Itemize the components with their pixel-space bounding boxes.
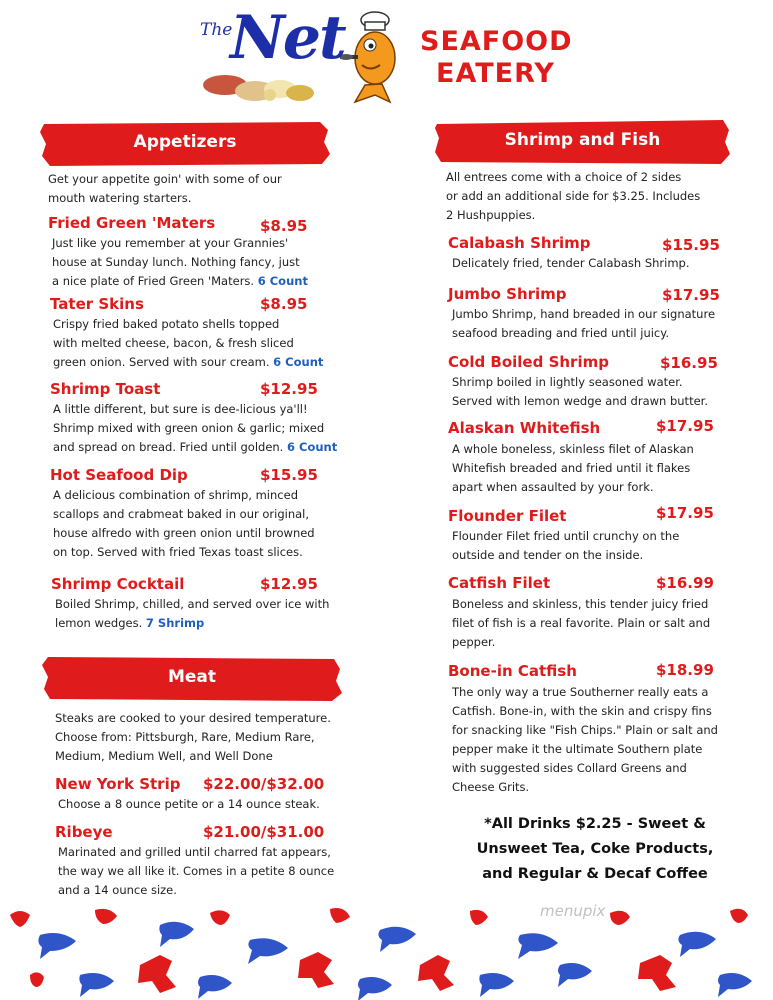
- item-description: [53, 486, 363, 562]
- item-price: $15.95: [662, 236, 720, 254]
- desc-line: Served with lemon wedge and drawn butter.: [452, 394, 708, 408]
- desc-line: The only way a true Southerner really eats a: [452, 685, 709, 699]
- item-price: $16.95: [660, 354, 718, 372]
- intro-line: Steaks are cooked to your desired temperature.: [55, 711, 331, 725]
- item-count: 7 Shrimp: [145, 616, 205, 630]
- item-description: [452, 683, 767, 797]
- drinks-note: [445, 812, 745, 887]
- intro-line: Get your appetite goin' with some of our: [48, 172, 282, 186]
- desc-line: seafood breading and fried until juicy.: [452, 326, 670, 340]
- desc-line: and spread on bread. Fried until golden.: [53, 440, 284, 454]
- desc-line: A little different, but sure is dee-licious ya'll!: [53, 402, 308, 416]
- item-description: [452, 527, 767, 565]
- item-description: [452, 305, 767, 343]
- intro-line: mouth watering starters.: [48, 191, 192, 205]
- desc-line: A delicious combination of shrimp, minced: [53, 488, 298, 502]
- desc-line: Just like you remember at your Grannies': [52, 236, 289, 250]
- intro-line: 2 Hushpuppies.: [446, 208, 536, 222]
- appetizers-banner: [40, 120, 330, 166]
- shrimp-fish-title: Shrimp and Fish: [504, 130, 661, 150]
- item-price: $18.99: [656, 661, 714, 679]
- desc-line: Marinated and grilled until charred fat appears,: [58, 845, 331, 859]
- item-name: Flounder Filet: [448, 507, 567, 525]
- item-name: Jumbo Shrimp: [448, 285, 567, 303]
- restaurant-title: [420, 26, 573, 90]
- item-description: [452, 440, 767, 497]
- item-name: Hot Seafood Dip: [50, 466, 188, 484]
- desc-line: Boiled Shrimp, chilled, and served over ice with: [55, 597, 330, 611]
- desc-line: green onion. Served with sour cream.: [53, 355, 270, 369]
- desc-line: and a 14 ounce size.: [58, 883, 177, 897]
- drinks-line: and Regular & Decaf Coffee: [482, 866, 708, 882]
- desc-line: pepper make it the ultimate Southern plate: [452, 742, 703, 756]
- desc-line: for snacking like "Fish Chips." Plain or salt and: [452, 723, 718, 737]
- item-price: $8.95: [260, 295, 308, 313]
- desc-line: lemon wedges.: [55, 616, 143, 630]
- logo: [195, 5, 425, 110]
- item-price: $17.95: [662, 286, 720, 304]
- logo-net-text: Net: [230, 3, 345, 73]
- item-description: [452, 254, 767, 273]
- desc-line: Choose a 8 ounce petite or a 14 ounce steak.: [58, 797, 320, 811]
- item-description: [53, 400, 373, 457]
- desc-line: Flounder Filet fried until crunchy on the: [452, 529, 680, 543]
- shrimp-fish-banner: [435, 118, 730, 164]
- desc-line: house alfredo with green onion until browned: [53, 526, 315, 540]
- desc-line: Crispy fried baked potato shells topped: [53, 317, 280, 331]
- item-price: $12.95: [260, 380, 318, 398]
- item-description: [52, 234, 352, 291]
- intro-line: or add an additional side for $3.25. Includes: [446, 189, 701, 203]
- desc-line: pepper.: [452, 635, 496, 649]
- desc-line: outside and tender on the inside.: [452, 548, 644, 562]
- appetizers-title: Appetizers: [133, 132, 237, 152]
- desc-line: Shrimp boiled in lightly seasoned water.: [452, 375, 683, 389]
- desc-line: Catfish. Bone-in, with the skin and crispy fins: [452, 704, 712, 718]
- desc-line: a nice plate of Fried Green 'Maters.: [52, 274, 255, 288]
- item-name: Calabash Shrimp: [448, 234, 591, 252]
- item-description: [452, 595, 767, 652]
- desc-line: Cheese Grits.: [452, 780, 530, 794]
- item-price: $21.00/$31.00: [203, 823, 325, 841]
- desc-line: Delicately fried, tender Calabash Shrimp.: [452, 256, 690, 270]
- desc-line: house at Sunday lunch. Nothing fancy, just: [52, 255, 300, 269]
- logo-the-text: The: [200, 20, 233, 40]
- desc-line: Boneless and skinless, this tender juicy fried: [452, 597, 709, 611]
- item-name: Ribeye: [55, 823, 113, 841]
- seafood-pattern-border: [0, 905, 773, 1000]
- item-description: [53, 315, 363, 372]
- item-price: $12.95: [260, 575, 318, 593]
- desc-line: Shrimp mixed with green onion & garlic; mixed: [53, 421, 325, 435]
- item-price: $17.95: [656, 417, 714, 435]
- desc-line: the way we all like it. Comes in a petite 8 ounce: [58, 864, 335, 878]
- item-count: 6 Count: [287, 440, 338, 454]
- desc-line: apart when assaulted by your fork.: [452, 480, 654, 494]
- meat-title: Meat: [167, 667, 217, 687]
- intro-line: All entrees come with a choice of 2 sides: [446, 170, 682, 184]
- item-name: Fried Green 'Maters: [48, 214, 216, 232]
- desc-line: filet of fish is a real favorite. Plain or salt and: [452, 616, 711, 630]
- desc-line: with suggested sides Collard Greens and: [452, 761, 687, 775]
- item-price: $22.00/$32.00: [203, 775, 325, 793]
- seafood-pattern-icon: [0, 905, 773, 1000]
- intro-line: Medium, Medium Well, and Well Done: [55, 749, 273, 763]
- meat-intro: [55, 709, 365, 766]
- drinks-line: Unsweet Tea, Coke Products,: [476, 841, 714, 857]
- desc-line: Jumbo Shrimp, hand breaded in our signature: [452, 307, 716, 321]
- item-price: $17.95: [656, 504, 714, 522]
- item-price: $8.95: [260, 217, 308, 235]
- fish-chef-icon: [340, 10, 410, 105]
- item-price: $15.95: [260, 466, 318, 484]
- shrimp-fish-intro: [446, 168, 756, 225]
- item-count: 6 Count: [257, 274, 308, 288]
- appetizers-intro: [48, 170, 338, 208]
- desc-line: A whole boneless, skinless filet of Alaskan: [452, 442, 694, 456]
- watermark: menupix: [540, 902, 606, 920]
- item-name: Alaskan Whitefish: [448, 419, 601, 437]
- desc-line: on top. Served with fried Texas toast slices.: [53, 545, 303, 559]
- item-name: Cold Boiled Shrimp: [448, 353, 609, 371]
- item-name: New York Strip: [55, 775, 181, 793]
- drinks-line: *All Drinks $2.25 - Sweet &: [484, 816, 706, 832]
- item-description: [58, 843, 378, 900]
- item-name: Bone-in Catfish: [448, 662, 577, 680]
- desc-line: scallops and crabmeat baked in our original,: [53, 507, 310, 521]
- desc-line: with melted cheese, bacon, & fresh sliced: [53, 336, 294, 350]
- item-name: Tater Skins: [50, 295, 144, 313]
- meat-banner: [42, 655, 342, 701]
- title-line-2: EATERY: [436, 58, 555, 89]
- item-description: [452, 373, 767, 411]
- title-line-1: SEAFOOD: [420, 26, 573, 57]
- item-name: Shrimp Cocktail: [51, 575, 185, 593]
- desc-line: Whitefish breaded and fried until it flakes: [452, 461, 691, 475]
- item-name: Shrimp Toast: [50, 380, 161, 398]
- item-description: [58, 795, 368, 814]
- item-description: [55, 595, 375, 633]
- item-price: $16.99: [656, 574, 714, 592]
- item-name: Catfish Filet: [448, 574, 551, 592]
- item-count: 6 Count: [273, 355, 324, 369]
- intro-line: Choose from: Pittsburgh, Rare, Medium Rare,: [55, 730, 315, 744]
